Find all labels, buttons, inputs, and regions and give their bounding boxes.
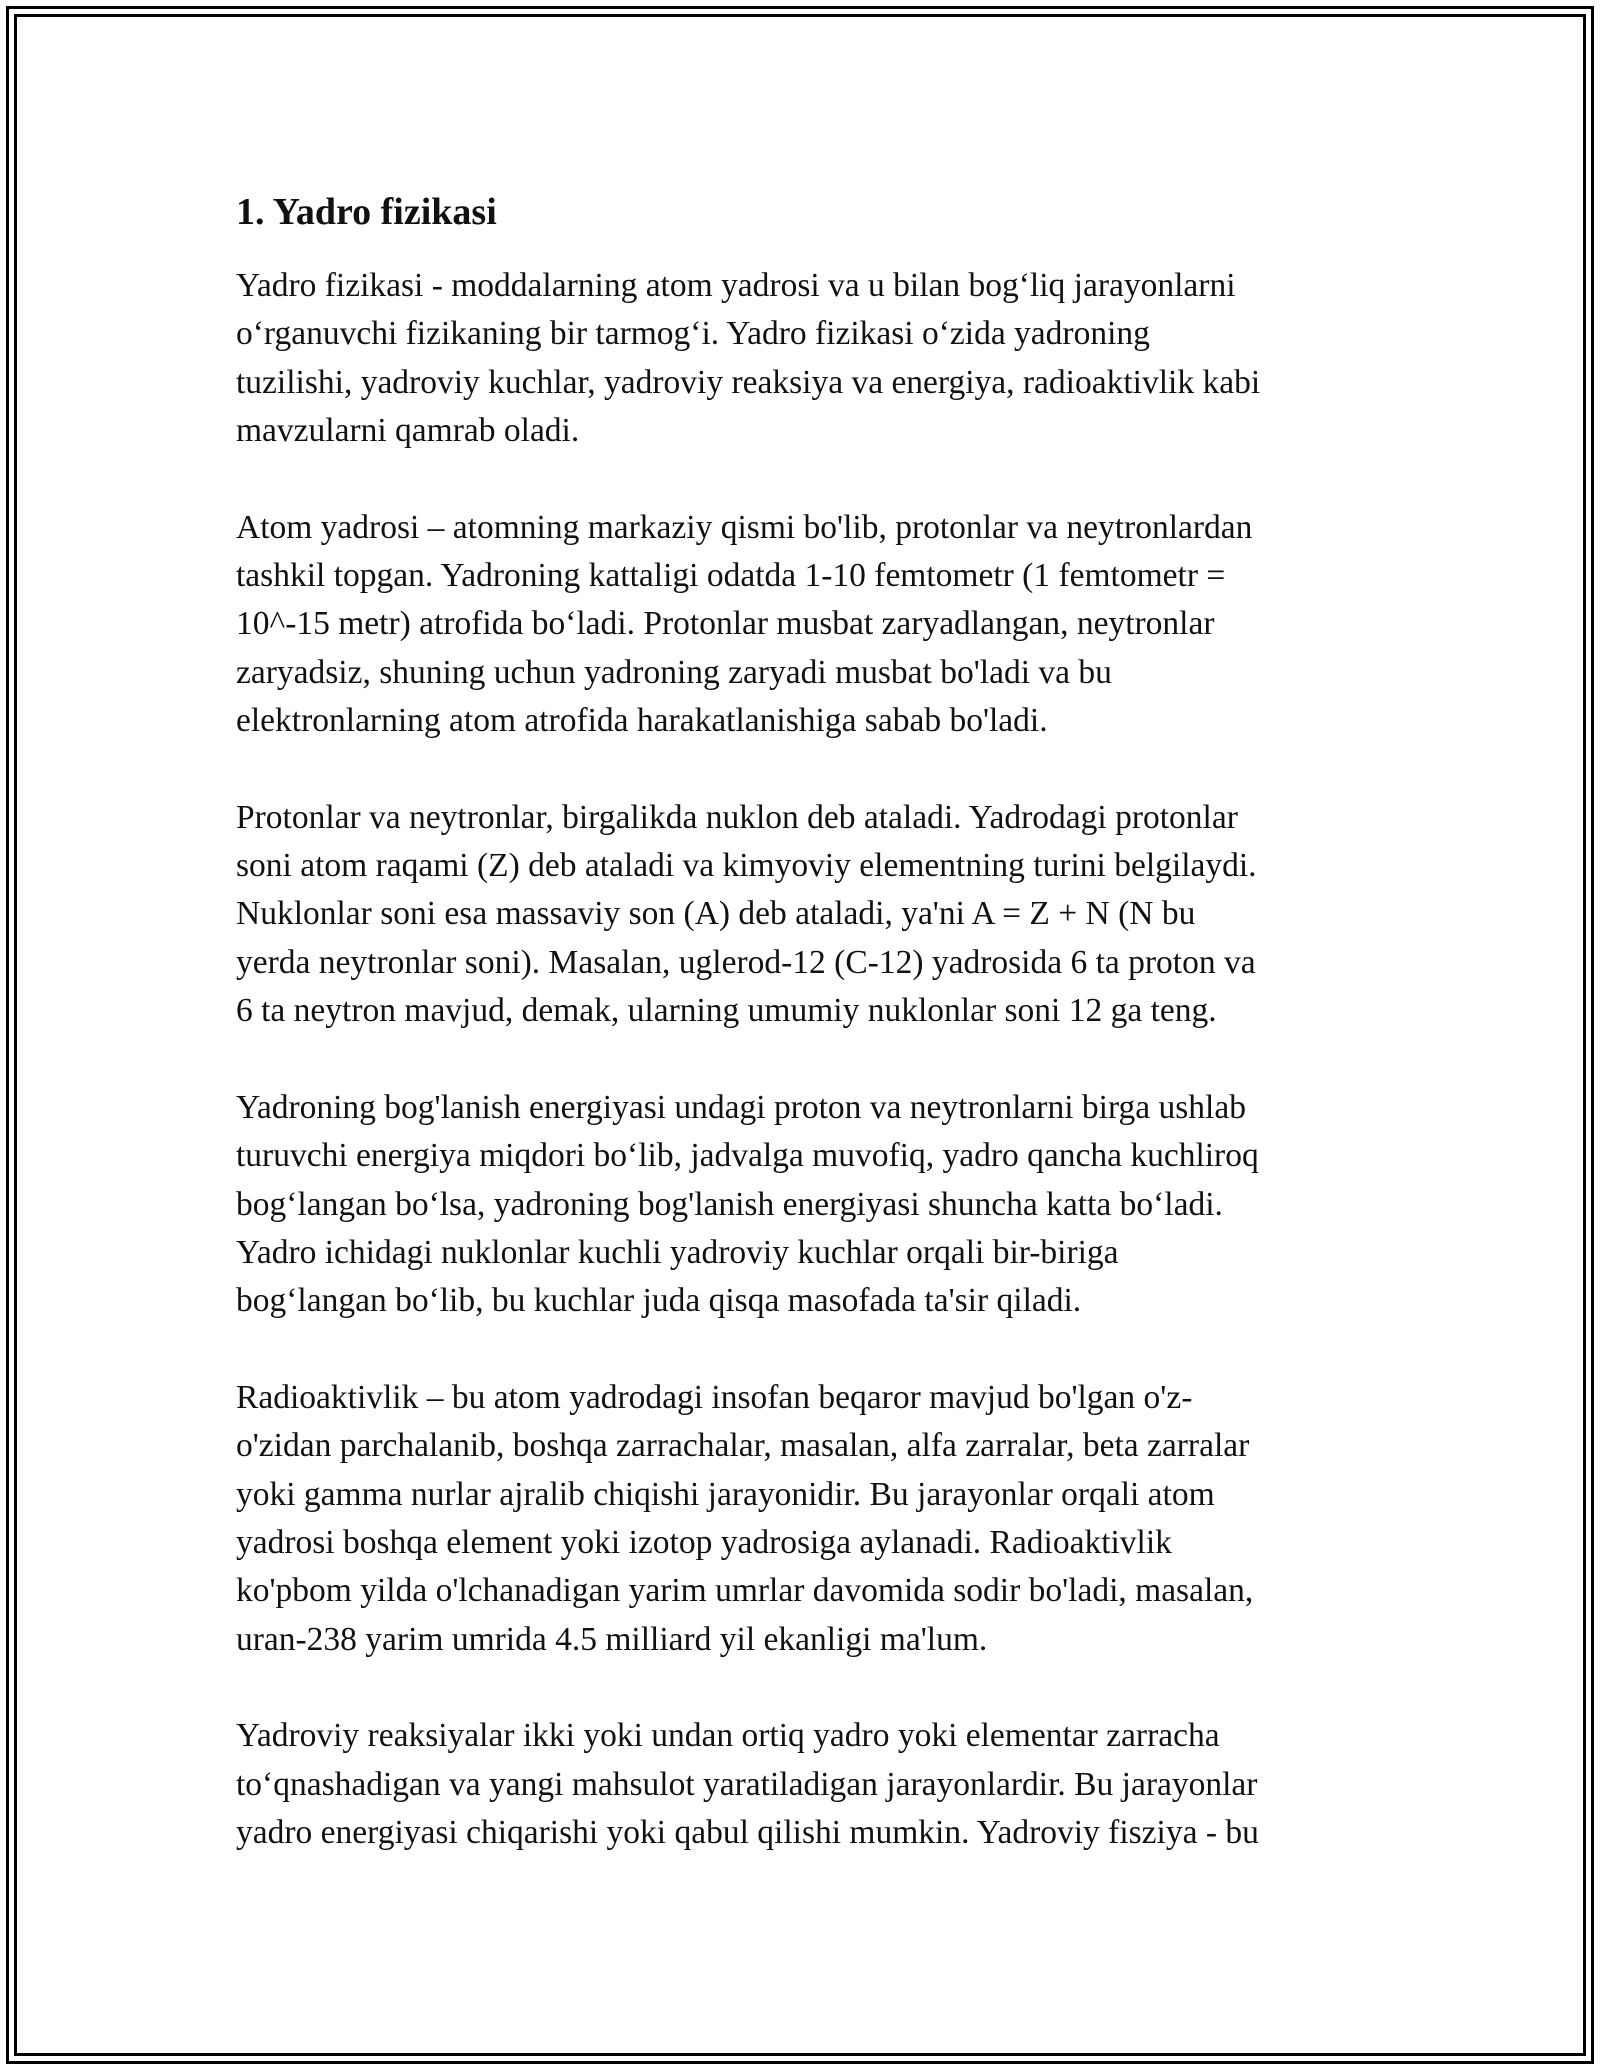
paragraph-atom-nucleus: Atom yadrosi – atomning markaziy qismi bo'lib, protonlar va neytronlardan tashkil topgan. Yadroning kattaligi odatda 1-10 femtometr (1 femtometr = 10^-15 metr) atrofida bo‘ladi. Protonlar musbat zaryadlangan, neytronlar zaryadsiz, shuning uchun yadroning zaryadi musbat bo'ladi va bu elektronlarning atom atrofida harakatlanishiga sabab bo'ladi.: [236, 508, 1253, 740]
document-body: [236, 186, 1376, 1905]
paragraph-radioactivity: Radioaktivlik – bu atom yadrodagi insofan beqaror mavjud bo'lgan o'z- o'zidan parchalanib, boshqa zarrachalar, masalan, alfa zarralar, beta zarralar yoki gamma nurlar ajralib chiqishi jarayonidir. Bu jarayonlar orqali atom yadrosi boshqa element yoki izotop yadrosiga aylanadi. Radioaktivlik ko'pbom yilda o'lchanadigan yarim umrlar davomida sodir bo'ladi, masalan, uran-238 yarim umrida 4.5 milliard yil ekanligi ma'lum.: [236, 1378, 1254, 1658]
paragraph-nucleons: Protonlar va neytronlar, birgalikda nuklon deb ataladi. Yadrodagi protonlar soni atom raqami (Z) deb ataladi va kimyoviy elementning turini belgilaydi. Nuklonlar soni esa massaviy son (A) deb ataladi, ya'ni A = Z + N (N bu yerda neytronlar soni). Masalan, uglerod-12 (C-12) yadrosida 6 ta proton va 6 ta neytron mavjud, demak, ularning umumiy nuklonlar soni 12 ga teng.: [236, 798, 1257, 1030]
section-title: 1. Yadro fizikasi: [236, 191, 497, 233]
paragraph-binding-energy: Yadroning bog'lanish energiyasi undagi proton va neytronlarni birga ushlab turuvchi energiya miqdori bo‘lib, jadvalga muvofiq, yadro qancha kuchliroq bog‘langan bo‘lsa, yadroning bog'lanish energiyasi shuncha katta bo‘ladi. Yadro ichidagi nuklonlar kuchli yadroviy kuchlar orqali bir-biriga bog‘langan bo‘lib, bu kuchlar juda qisqa masofada ta'sir qiladi.: [236, 1088, 1259, 1320]
paragraph-nuclear-reactions: Yadroviy reaksiyalar ikki yoki undan ortiq yadro yoki elementar zarracha to‘qnashadigan va yangi mahsulot yaratiladigan jarayonlardir. Bu jarayonlar yadro energiyasi chiqarishi yoki qabul qilishi mumkin. Yadroviy fisziya - bu: [236, 1717, 1259, 1851]
paragraph-intro: Yadro fizikasi - moddalarning atom yadrosi va u bilan bog‘liq jarayonlarni o‘rganuvchi fizikaning bir tarmog‘i. Yadro fizikasi o‘zida yadroning tuzilishi, yadroviy kuchlar, yadroviy reaksiya va energiya, radioaktivlik kabi mavzularni qamrab oladi.: [236, 267, 1261, 450]
